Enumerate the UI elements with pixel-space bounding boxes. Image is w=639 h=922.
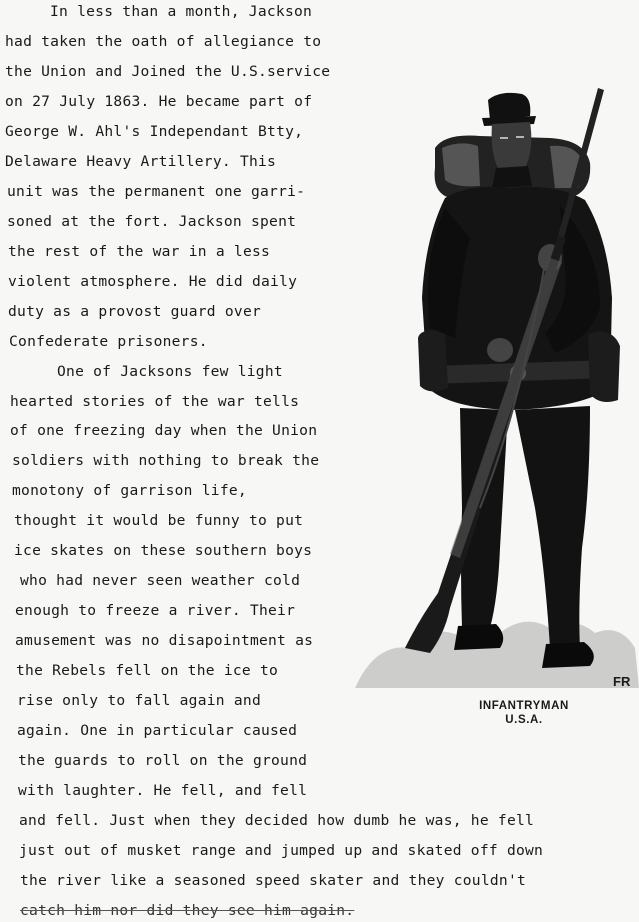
text-line-9: the rest of the war in a less <box>8 243 271 260</box>
text-line-29: just out of musket range and jumped up and skated off down <box>19 842 544 859</box>
text-line-16: soldiers with nothing to break the <box>12 452 320 469</box>
text-line-28: and fell. Just when they decided how dumb he was, he fell <box>19 812 535 829</box>
illustration-caption-line2: U.S.A. <box>505 714 543 726</box>
text-line-7: unit was the permanent one garri- <box>7 183 306 200</box>
text-line-22: amusement was no disapointment as <box>15 632 314 649</box>
text-line-25: again. One in particular caused <box>17 722 298 739</box>
artist-monogram: FR <box>613 674 631 689</box>
text-line-21: enough to freeze a river. Their <box>15 602 296 619</box>
text-line-31: catch him nor did they see him again. <box>20 902 355 919</box>
text-line-10: violent atmosphere. He did daily <box>8 273 298 290</box>
text-line-26: the guards to roll on the ground <box>18 752 308 769</box>
text-line-19: ice skates on these southern boys <box>14 542 313 559</box>
text-line-11: duty as a provost guard over <box>8 303 262 320</box>
text-line-30: the river like a seasoned speed skater and they couldn't <box>20 872 527 889</box>
text-line-27: with laughter. He fell, and fell <box>18 782 308 799</box>
text-line-15: of one freezing day when the Union <box>10 422 318 439</box>
text-line-23: the Rebels fell on the ice to <box>16 662 279 679</box>
text-line-2: had taken the oath of allegiance to <box>5 33 322 50</box>
text-line-5: George W. Ahl's Independant Btty, <box>5 123 304 140</box>
text-line-6: Delaware Heavy Artillery. This <box>5 153 277 170</box>
text-line-20: who had never seen weather cold <box>20 572 301 589</box>
text-line-24: rise only to fall again and <box>17 692 261 709</box>
text-line-18: thought it would be funny to put <box>14 512 304 529</box>
text-line-17: monotony of garrison life, <box>12 482 247 499</box>
text-line-12: Confederate prisoners. <box>9 333 208 350</box>
text-line-4: on 27 July 1863. He became part of <box>5 93 313 110</box>
illustration-caption-line1: INFANTRYMAN <box>479 700 569 712</box>
text-line-13: One of Jacksons few light <box>57 363 283 380</box>
text-line-1: In less than a month, Jackson <box>50 3 313 20</box>
text-line-3: the Union and Joined the U.S.service <box>5 63 331 80</box>
infantryman-illustration-icon <box>350 88 639 688</box>
text-line-14: hearted stories of the war tells <box>10 393 300 410</box>
text-line-8: soned at the fort. Jackson spent <box>7 213 297 230</box>
